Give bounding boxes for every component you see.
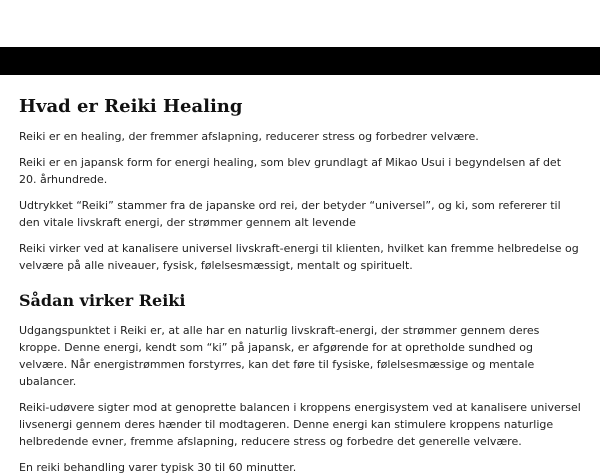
paragraph: Reiki-udøvere sigter mod at genoprette balancen i kroppens energisystem ved at kanalisere universel livsenergi gennem deres hænder til modtageren. Denne energi kan stimulere kroppens naturlige helbredende evner, fremme afslapning, reducere stress og forbedre det generelle velvære.: [19, 401, 581, 448]
paragraph: En reiki behandling varer typisk 30 til 60 minutter.: [19, 461, 297, 474]
paragraph: Udgangspunktet i Reiki er, at alle har en naturlig livskraft-energi, der strømmer gennem deres kroppe. Denne energi, kendt som “ki” på japansk, er afgørende for at opretholde sundhed og velvære. Når energistrømmen forstyrres, kan det føre til fysiske, følelsesmæssige og mentale ubalancer.: [19, 324, 540, 388]
section-heading-how-reiki-works: Sådan virker Reiki: [19, 291, 186, 310]
article-content: [0, 96, 600, 476]
page-top-blank: [0, 0, 600, 47]
paragraph: Reiki er en japansk form for energi healing, som blev grundlagt af Mikao Usui i begyndelsen af det 20. århundrede.: [19, 156, 562, 186]
paragraph: Udtrykket “Reiki” stammer fra de japanske ord rei, der betyder “universel”, og ki, som refererer til den vitale livskraft energi, der strømmer gennem alt levende: [19, 199, 561, 229]
paragraph: Reiki virker ved at kanalisere universel livskraft-energi til klienten, hvilket kan fremme helbredelse og velvære på alle niveauer, fysisk, følelsesmæssigt, mentalt og spirituelt.: [19, 242, 579, 272]
section-heading-what-is-reiki: Hvad er Reiki Healing: [19, 96, 243, 117]
header-bar: [0, 47, 600, 75]
paragraph: Reiki er en healing, der fremmer afslapning, reducerer stress og forbedrer velvære.: [19, 130, 479, 143]
